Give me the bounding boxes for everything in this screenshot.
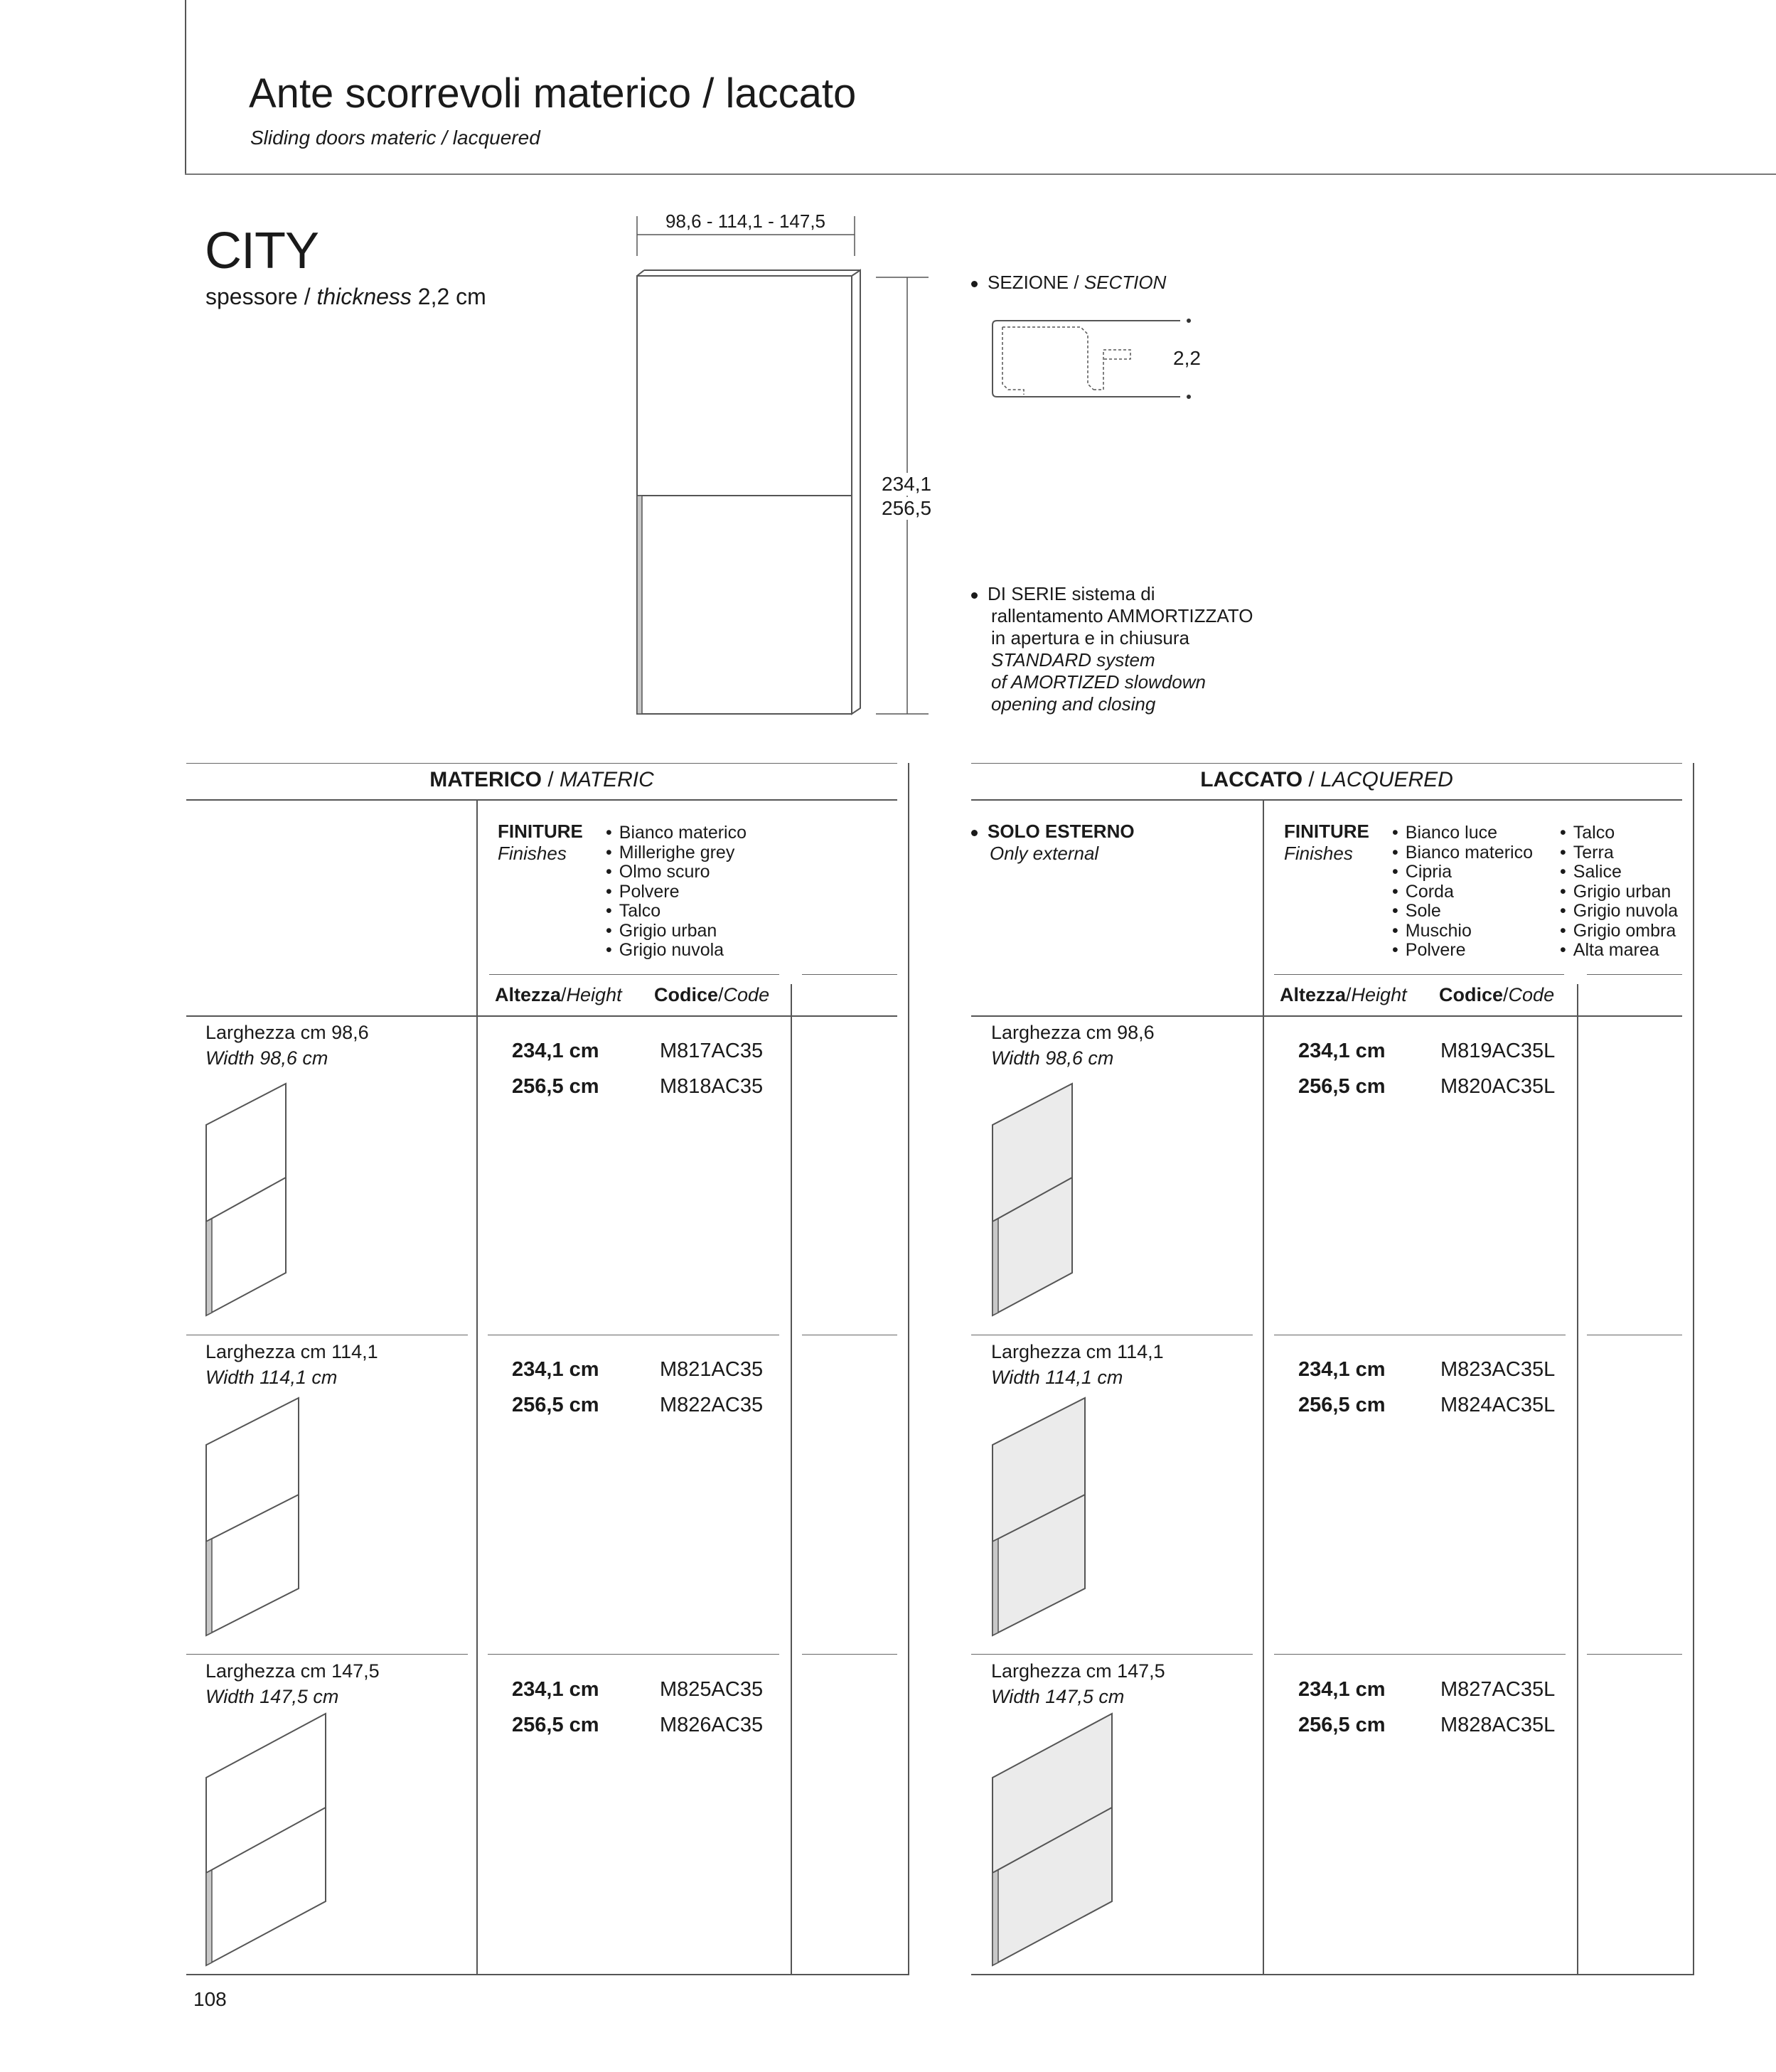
laccato-row-2-height-1: 234,1 cm (1298, 1358, 1386, 1381)
door-thumbnail-laccato-98 (993, 1084, 1072, 1315)
col-height-en: Height (566, 984, 622, 1005)
laccato-row-1-code-1: M819AC35L (1440, 1040, 1556, 1062)
section-label: SEZIONE / SECTION (971, 272, 1166, 294)
materico-header-it: MATERICO (429, 768, 542, 791)
finishes-label-en: Finishes (1284, 843, 1353, 864)
note-en-2: of AMORTIZED slowdown (991, 671, 1206, 693)
laccato-row-2-code-2: M824AC35L (1440, 1394, 1556, 1416)
finish-item: • Muschio (1392, 922, 1533, 941)
page-title: Ante scorrevoli materico / laccato (249, 70, 857, 117)
laccato-row-2-height-2: 256,5 cm (1298, 1394, 1386, 1416)
col-height-it: Altezza (495, 984, 562, 1005)
note-bold-1: DI SERIE (988, 583, 1067, 604)
laccato-row-2-code-1: M823AC35L (1440, 1358, 1556, 1381)
door-thumbnail-materico-147 (206, 1714, 326, 1965)
note-line-3: in apertura e in chiusura (991, 627, 1189, 648)
product-name: CITY (205, 223, 319, 279)
thickness-en: thickness (316, 284, 412, 309)
section-dimension: 2,2 (1173, 347, 1201, 369)
materico-height-col-header: Altezza/Height (495, 984, 622, 1005)
col-code-en: Code (723, 984, 770, 1005)
row-label-en: Width 114,1 cm (991, 1367, 1123, 1388)
external-label-en: Only external (990, 843, 1099, 864)
finish-item: • Talco (1560, 823, 1678, 843)
door-thumbnail-laccato-147 (993, 1714, 1112, 1965)
finish-item: • Bianco materico (606, 823, 747, 843)
laccato-header-en: LACQUERED (1320, 768, 1453, 791)
row-label-en: Width 98,6 cm (205, 1047, 328, 1069)
height-dimension-1: 234,1 (882, 473, 932, 495)
row-label-en: Width 147,5 cm (205, 1686, 339, 1707)
finishes-label: FINITURE (498, 821, 583, 842)
materico-row-3-code-2: M826AC35 (660, 1714, 764, 1736)
door-thumbnail-laccato-114 (993, 1398, 1085, 1635)
page-number: 108 (193, 1988, 227, 2010)
materico-code-col-header: Codice/Code (654, 984, 770, 1005)
finish-item: • Corda (1392, 882, 1533, 902)
note-pre-2: rallentamento (991, 605, 1108, 626)
note-text-1: sistema di (1066, 583, 1155, 604)
finishes-label: FINITURE (1284, 821, 1369, 842)
laccato-row-3-code-1: M827AC35L (1440, 1678, 1556, 1701)
finishes-label-en: Finishes (498, 843, 567, 864)
row-label-it: Larghezza cm 114,1 (991, 1341, 1164, 1362)
note-bold-2: AMMORTIZZATO (1107, 605, 1253, 626)
row-label-en: Width 147,5 cm (991, 1686, 1125, 1707)
materico-row-2-code-1: M821AC35 (660, 1358, 764, 1381)
door-thumbnail-materico-114 (206, 1398, 299, 1635)
finish-item: • Grigio ombra (1560, 922, 1678, 941)
laccato-code-col-header: Codice/Code (1439, 984, 1555, 1005)
materico-row-3-height-2: 256,5 cm (512, 1714, 599, 1736)
finish-item: • Grigio urban (606, 922, 747, 941)
finish-item: • Talco (606, 902, 747, 922)
row-label-en: Width 114,1 cm (205, 1367, 338, 1388)
finish-item: • Olmo scuro (606, 863, 747, 882)
col-code-it: Codice (654, 984, 719, 1005)
col-height-en: Height (1351, 984, 1407, 1005)
laccato-header-it: LACCATO (1200, 768, 1303, 791)
col-code-en: Code (1508, 984, 1555, 1005)
laccato-row-3-height-1: 234,1 cm (1298, 1678, 1386, 1701)
external-label-text: SOLO ESTERNO (988, 821, 1135, 842)
width-dimension-label: 98,6 - 114,1 - 147,5 (665, 210, 826, 232)
materico-header: MATERICO / MATERIC (429, 768, 654, 791)
materico-row-1-code-2: M818AC35 (660, 1075, 764, 1098)
note-en-3: opening and closing (991, 693, 1156, 715)
page-subtitle: Sliding doors materic / lacquered (250, 127, 540, 149)
note-en-1: STANDARD system (991, 649, 1155, 671)
laccato-row-3-height-2: 256,5 cm (1298, 1714, 1386, 1736)
thickness-value: 2,2 cm (417, 284, 486, 309)
laccato-row-1-height-1: 234,1 cm (1298, 1040, 1386, 1062)
laccato-row-1-height-2: 256,5 cm (1298, 1075, 1386, 1098)
laccato-row-1-code-2: M820AC35L (1440, 1075, 1556, 1098)
row-label-it: Larghezza cm 98,6 (205, 1022, 369, 1043)
section-label-it: SEZIONE (988, 272, 1069, 293)
row-label-en: Width 98,6 cm (991, 1047, 1114, 1069)
laccato-header: LACCATO / LACQUERED (1200, 768, 1453, 791)
thickness-sep: / (304, 284, 311, 309)
finish-item: • Polvere (606, 882, 747, 902)
finish-item: • Bianco materico (1392, 843, 1533, 863)
finish-item: • Terra (1560, 843, 1678, 863)
thickness-it: spessore (205, 284, 298, 309)
col-height-it: Altezza (1280, 984, 1347, 1005)
laccato-height-col-header: Altezza/Height (1280, 984, 1407, 1005)
finish-item: • Sole (1392, 902, 1533, 922)
row-label-it: Larghezza cm 147,5 (991, 1660, 1165, 1682)
materico-row-2-code-2: M822AC35 (660, 1394, 764, 1416)
materico-row-1-height-1: 234,1 cm (512, 1040, 599, 1062)
finish-item: • Grigio nuvola (1560, 902, 1678, 922)
row-label-it: Larghezza cm 98,6 (991, 1022, 1155, 1043)
finish-item: • Grigio urban (1560, 882, 1678, 902)
finish-item: • Grigio nuvola (606, 941, 747, 961)
finish-item: • Millerighe grey (606, 843, 747, 863)
finish-item: • Salice (1560, 863, 1678, 882)
laccato-row-3-code-2: M828AC35L (1440, 1714, 1556, 1736)
finish-item: • Cipria (1392, 863, 1533, 882)
height-dimension-2: 256,5 (882, 497, 932, 519)
col-code-it: Codice (1439, 984, 1504, 1005)
materico-row-1-height-2: 256,5 cm (512, 1075, 599, 1098)
finish-item: • Polvere (1392, 941, 1533, 961)
finish-item: • Bianco luce (1392, 823, 1533, 843)
row-label-it: Larghezza cm 147,5 (205, 1660, 380, 1682)
finish-item: • Alta marea (1560, 941, 1678, 961)
section-label-en: SECTION (1084, 272, 1167, 293)
materico-row-2-height-1: 234,1 cm (512, 1358, 599, 1381)
materico-header-en: MATERIC (560, 768, 654, 791)
materico-row-2-height-2: 256,5 cm (512, 1394, 599, 1416)
row-label-it: Larghezza cm 114,1 (205, 1341, 378, 1362)
materico-row-1-code-1: M817AC35 (660, 1040, 764, 1062)
materico-row-3-height-1: 234,1 cm (512, 1678, 599, 1701)
door-thumbnail-materico-98 (206, 1084, 286, 1315)
materico-row-3-code-1: M825AC35 (660, 1678, 764, 1701)
